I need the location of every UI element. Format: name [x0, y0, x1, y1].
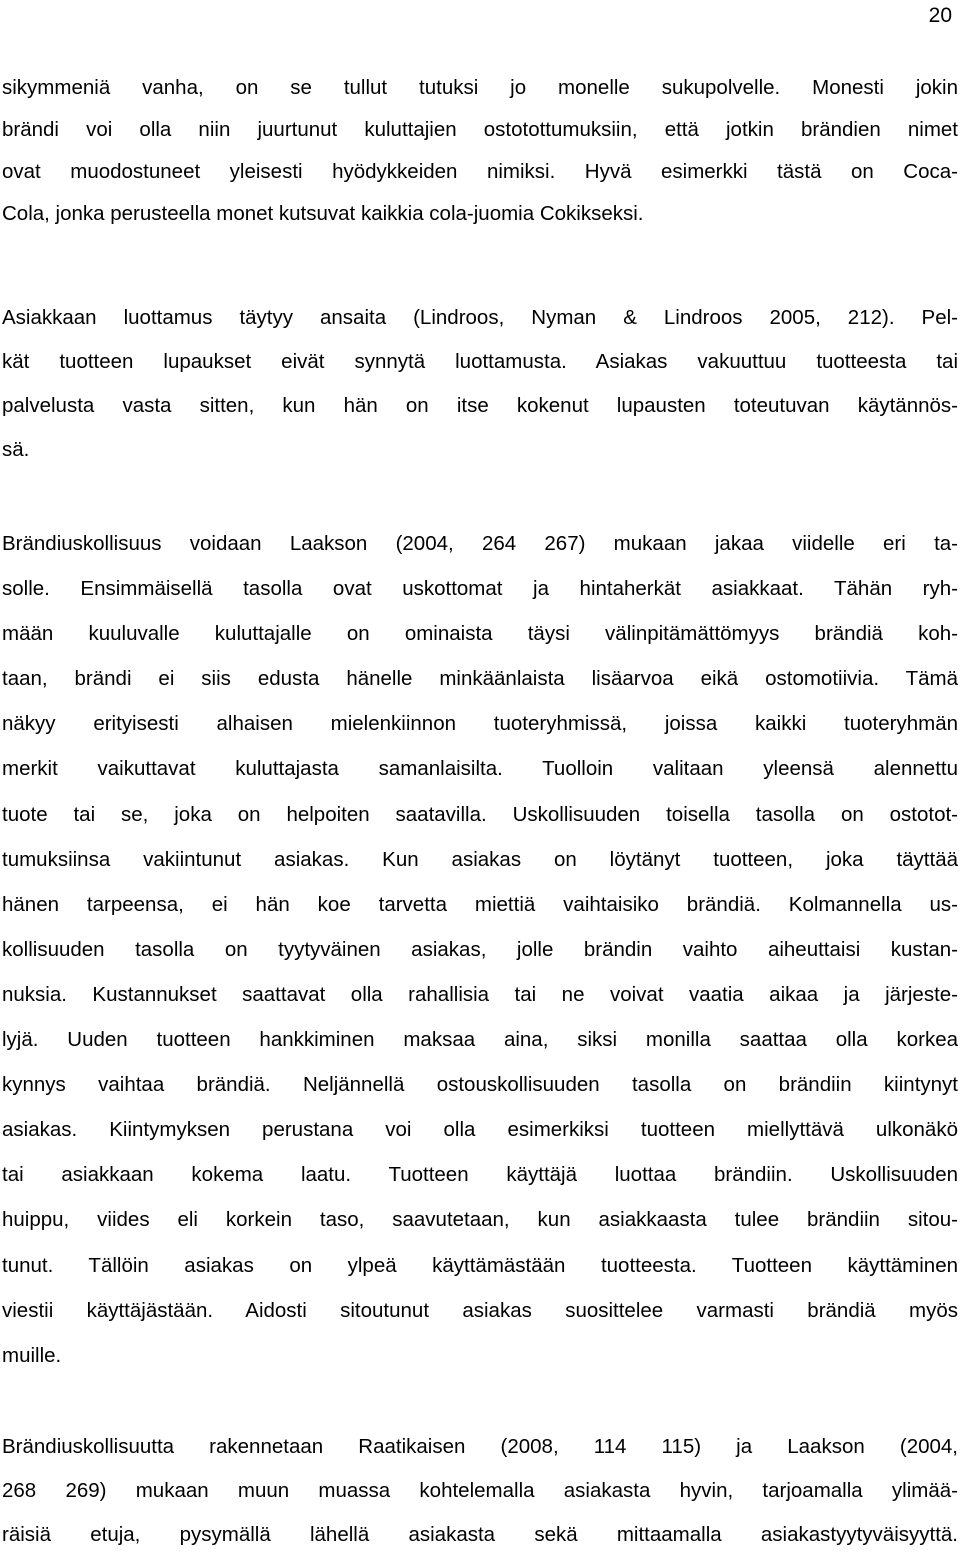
- text-line: Asiakkaan luottamus täytyy ansaita (Lindroos, Nyman & Lindroos 2005, 212). Pel-: [2, 306, 958, 329]
- paragraph-3: [2, 521, 958, 1378]
- text-line: ovat muodostuneet yleisesti hyödykkeiden nimiksi. Hyvä esimerkki tästä on Coca-: [2, 160, 958, 183]
- text-line: sikymmeniä vanha, on se tullut tutuksi jo monelle sukupolvelle. Monesti jokin: [2, 76, 958, 99]
- text-line: asiakas. Kiintymyksen perustana voi olla esimerkiksi tuotteen miellyttävä ulkonäkö: [2, 1118, 958, 1142]
- text-line: Brändiuskollisuus voidaan Laakson (2004, 264 267) mukaan jakaa viidelle eri ta-: [2, 532, 958, 555]
- text-line: hänen tarpeensa, ei hän koe tarvetta miettiä vaihtaisiko brändiä. Kolmannella us-: [2, 892, 958, 916]
- text-line: lyjä. Uuden tuotteen hankkiminen maksaa aina, siksi monilla saattaa olla korkea: [2, 1028, 958, 1052]
- text-line: tuote tai se, joka on helpoiten saatavilla. Uskollisuuden toisella tasolla on ostotot-: [2, 802, 958, 826]
- text-line: näkyy erityisesti alhaisen mielenkiinnon tuoteryhmissä, joissa kaikki tuoteryhmän: [2, 712, 958, 736]
- text-line: nuksia. Kustannukset saattavat olla rahallisia tai ne voivat vaatia aikaa ja järjeste-: [2, 982, 958, 1006]
- paragraph-1: [2, 67, 958, 235]
- text-line: viestii käyttäjästään. Aidosti sitoutunut asiakas suosittelee varmasti brändiä myös: [2, 1298, 958, 1322]
- text-line: tunut. Tällöin asiakas on ylpeä käyttämästään tuotteesta. Tuotteen käyttäminen: [2, 1253, 958, 1277]
- paragraph-2: [2, 296, 958, 472]
- text-line: kollisuuden tasolla on tyytyväinen asiakas, jolle brändin vaihto aiheuttaisi kustan-: [2, 937, 958, 961]
- text-line: palvelusta vasta sitten, kun hän on itse kokenut lupausten toteutuvan käytännös-: [2, 394, 958, 417]
- text-line: Brändiuskollisuutta rakennetaan Raatikaisen (2008, 114 115) ja Laakson (2004,: [2, 1435, 958, 1458]
- text-line: tai asiakkaan kokema laatu. Tuotteen käyttäjä luottaa brändiin. Uskollisuuden: [2, 1163, 958, 1187]
- text-line: 268 269) mukaan muun muassa kohtelemalla asiakasta hyvin, tarjoamalla ylimää-: [2, 1479, 958, 1502]
- text-line: räisiä etuja, pysymällä lähellä asiakasta sekä mittaamalla asiakastyytyväisyyttä.: [2, 1523, 958, 1546]
- text-line: mään kuuluvalle kuluttajalle on ominaista täysi välinpitämättömyys brändiä koh-: [2, 622, 958, 646]
- text-line: muille.: [2, 1343, 62, 1367]
- text-line: brändi voi olla niin juurtunut kuluttajien ostotottumuksiin, että jotkin brändien nimet: [2, 118, 958, 141]
- text-line: huippu, viides eli korkein taso, saavutetaan, kun asiakkaasta tulee brändiin sitou-: [2, 1208, 958, 1232]
- text-line: kät tuotteen lupaukset eivät synnytä luottamusta. Asiakas vakuuttuu tuotteesta tai: [2, 350, 958, 373]
- text-line: kynnys vaihtaa brändiä. Neljännellä ostouskollisuuden tasolla on brändiin kiintynyt: [2, 1073, 958, 1097]
- text-line: taan, brändi ei siis edusta hänelle minkäänlaista lisäarvoa eikä ostomotiivia. Tämä: [2, 667, 958, 691]
- text-line: tumuksiinsa vakiintunut asiakas. Kun asiakas on löytänyt tuotteen, joka täyttää: [2, 847, 958, 871]
- page-number: 20: [928, 4, 952, 27]
- paragraph-4: [2, 1425, 958, 1557]
- text-line: Cola, jonka perusteella monet kutsuvat kaikkia cola-juomia Cokikseksi.: [2, 202, 644, 225]
- text-line: solle. Ensimmäisellä tasolla ovat uskottomat ja hintaherkät asiakkaat. Tähän ryh-: [2, 577, 958, 601]
- text-line: merkit vaikuttavat kuluttajasta samanlaisilta. Tuolloin valitaan yleensä alennettu: [2, 757, 958, 781]
- text-line: sä.: [2, 438, 30, 461]
